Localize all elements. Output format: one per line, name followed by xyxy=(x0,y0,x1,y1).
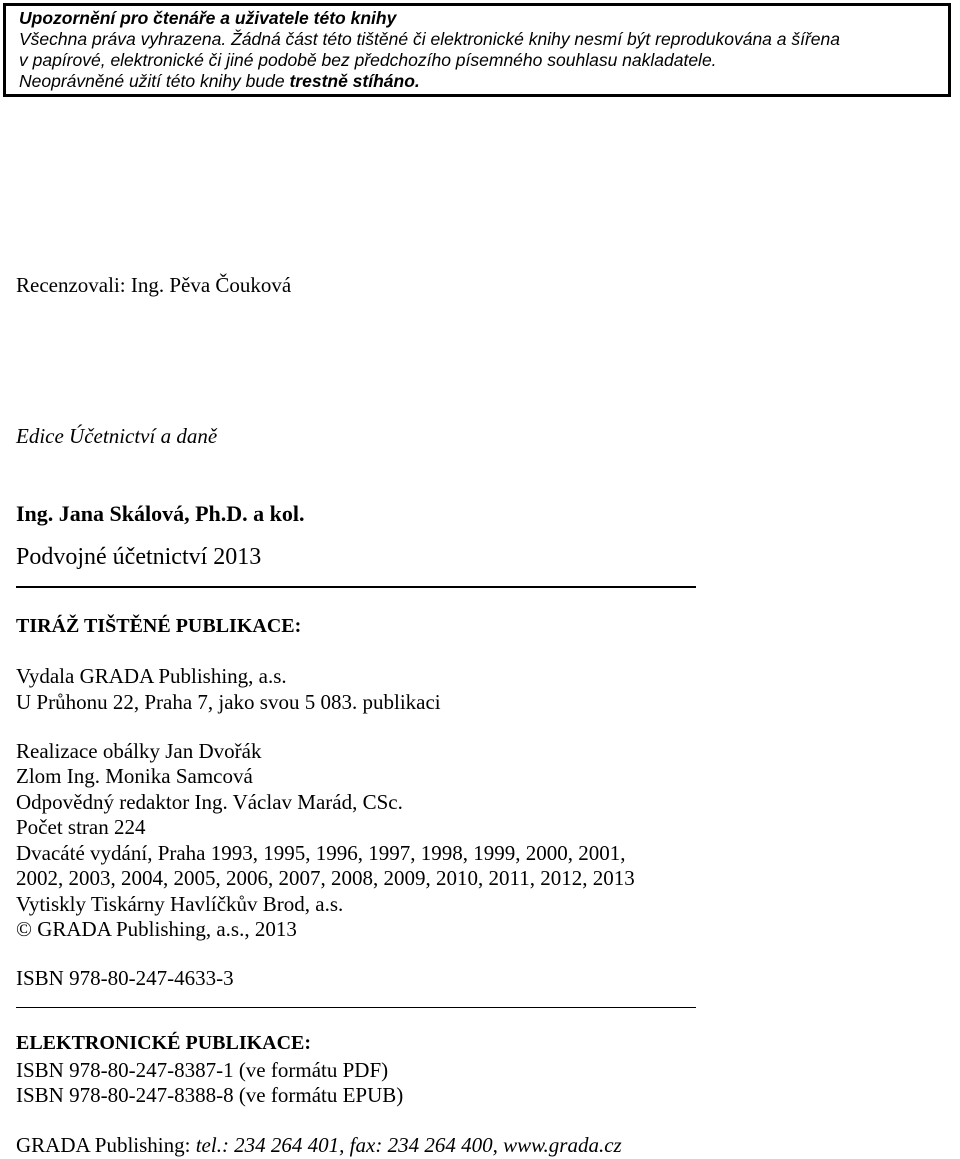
isbn-print: ISBN 978-80-247-4633-3 xyxy=(16,966,234,990)
copyright-notice-box xyxy=(3,3,951,97)
publisher: Vydala GRADA Publishing, a.s. xyxy=(16,664,287,688)
reviewers: Recenzovali: Ing. Pěva Čouková xyxy=(16,273,292,297)
isbn-pdf: ISBN 978-80-247-8387-1 (ve formátu PDF) xyxy=(16,1058,389,1082)
notice-line-2: v papírové, elektronické či jiné podobě bez předchozího písemného souhlasu nakladatele. xyxy=(19,50,717,70)
cover-design: Realizace obálky Jan Dvořák xyxy=(16,739,262,763)
edition-years-1: Dvacáté vydání, Praha 1993, 1995, 1996, 1997, 1998, 1999, 2000, 2001, xyxy=(16,841,626,865)
notice-line-3 xyxy=(19,71,935,92)
title-divider xyxy=(16,586,696,588)
typesetting: Zlom Ing. Monika Samcová xyxy=(16,764,253,788)
edition: Edice Účetnictví a daně xyxy=(16,424,218,448)
responsible-editor: Odpovědný redaktor Ing. Václav Marád, CSc. xyxy=(16,790,403,814)
publisher-contact xyxy=(16,1133,622,1158)
isbn-epub: ISBN 978-80-247-8388-8 (ve formátu EPUB) xyxy=(16,1083,404,1107)
publisher-address: U Průhonu 22, Praha 7, jako svou 5 083. publikaci xyxy=(16,690,441,714)
page-count: Počet stran 224 xyxy=(16,815,146,839)
printer: Vytiskly Tiskárny Havlíčkův Brod, a.s. xyxy=(16,892,344,916)
notice-line-3-text: Neoprávněné užití této knihy bude xyxy=(19,71,290,91)
electronic-heading: ELEKTRONICKÉ PUBLIKACE: xyxy=(16,1032,312,1054)
notice-title: Upozornění pro čtenáře a uživatele této knihy xyxy=(19,8,397,28)
section-divider xyxy=(16,1007,696,1008)
print-heading: TIRÁŽ TIŠTĚNÉ PUBLIKACE: xyxy=(16,615,302,637)
authors: Ing. Jana Skálová, Ph.D. a kol. xyxy=(16,501,305,526)
edition-years-2: 2002, 2003, 2004, 2005, 2006, 2007, 2008, 2009, 2010, 2011, 2012, 2013 xyxy=(16,866,635,890)
contact-name: GRADA Publishing: xyxy=(16,1133,196,1157)
book-title: Podvojné účetnictví 2013 xyxy=(16,544,262,570)
contact-details: tel.: 234 264 401, fax: 234 264 400, www.grada.cz xyxy=(195,1133,622,1157)
copyright-line: © GRADA Publishing, a.s., 2013 xyxy=(16,917,297,941)
notice-line-1: Všechna práva vyhrazena. Žádná část této tištěné či elektronické knihy nesmí být reprodukována a šířena xyxy=(19,29,841,49)
notice-line-3-bold: trestně stíháno. xyxy=(289,71,420,91)
